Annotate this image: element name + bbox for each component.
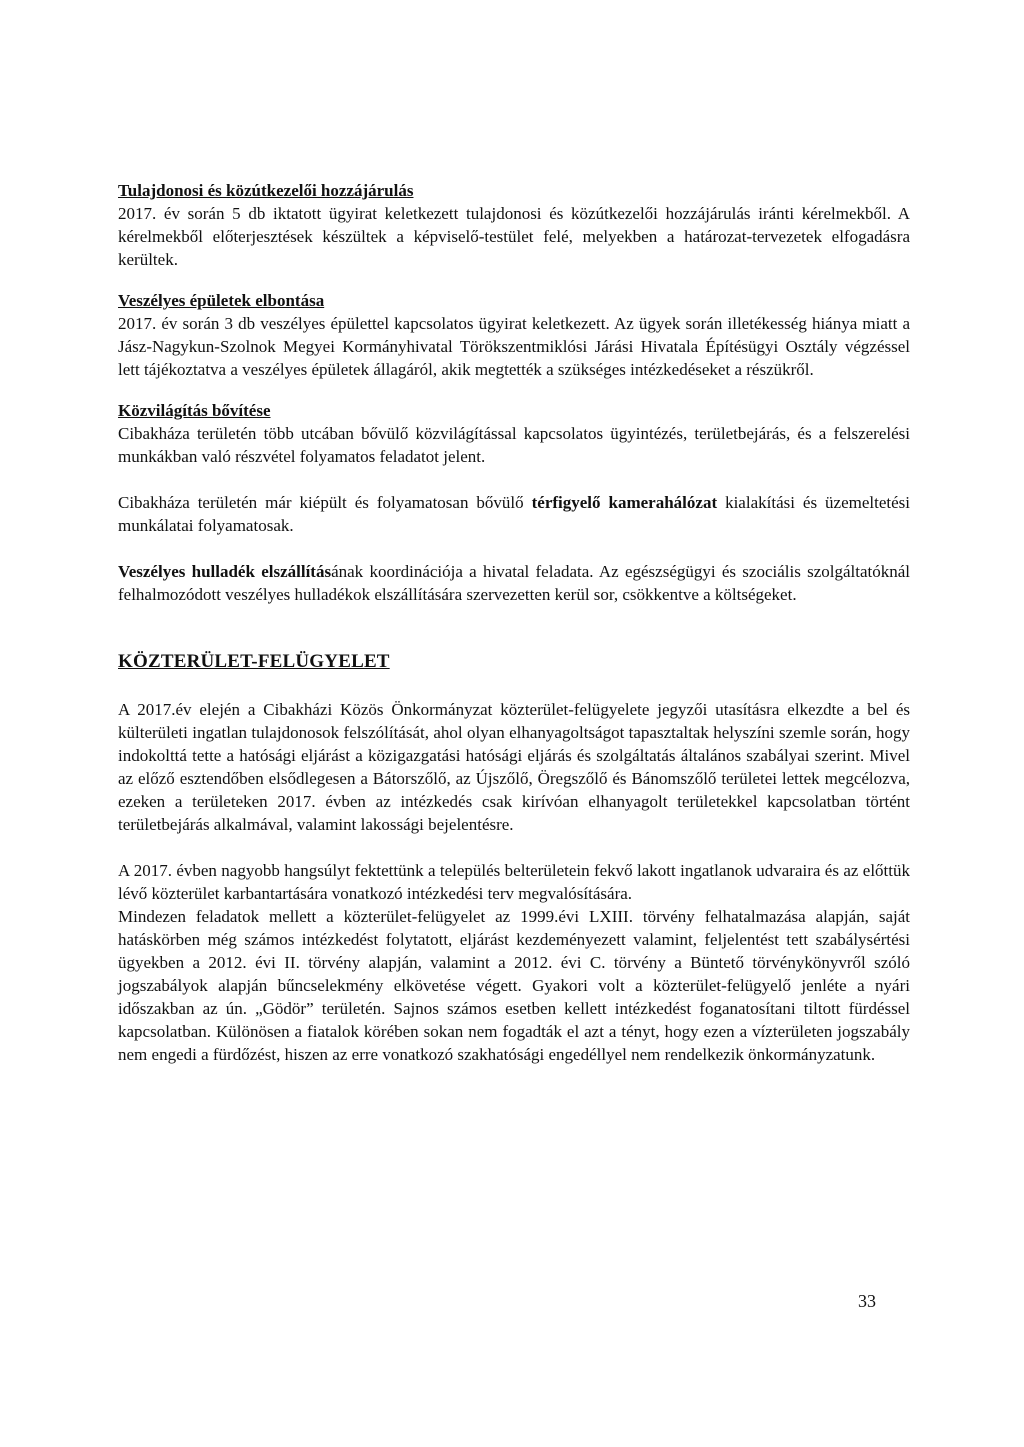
text-segment: kialakítási és üzemeltetési munkálatai folyamatosak. [118,493,911,535]
text-space [601,493,609,512]
paragraph-hulladek [118,560,910,606]
spacer [118,836,910,859]
bold-term-terfigyelo: térfigyelő [531,493,601,512]
bold-term-elszallitas: elszállítás [261,562,332,581]
main-heading-kozterulet-felugyelet: KÖZTERÜLET-FELÜGYELET [118,651,390,672]
spacer [118,271,910,290]
spacer [118,606,910,649]
paragraph-tulajdonosi: 2017. év során 5 db iktatott ügyirat keletkezett tulajdonosi és közútkezelői hozzájárulás iránti kérelmekből. A kérelmekből előterjesztések készültek a képviselő-testület felé, melyekben a határozat-tervezetek elfogadásra kerültek. [118,204,910,269]
bold-term-hulladek: hulladék [191,562,255,581]
paragraph-kozterulet-1: A 2017.év elején a Cibakházi Közös Önkormányzat közterület-felügyelete jegyzői utasításra elkezdte a bel és külterületi ingatlan tulajdonosok felszólítását, ahol olyan elhanyagoltságot tapasztaltak helyszíni szemle során, hogy indokolttá tette a hatósági eljárást a közigazgatási hatósági eljárás és szolgáltatás általános szabályai szerint. Mivel az előző esztendőben elsődlegesen a Bátorszőlő, az Újszőlő, Öregszőlő és Bánomszőlő területei lettek megcélozva, ezeken a területeken 2017. évben az intézkedés csak kirívóan elhanyagolt területekkel kapcsolatban történt területbejárás alkalmával, valamint lakossági bejelentésre. [118,700,910,834]
text-segment: Cibakháza területén már kiépült és folyamatosan bővülő [118,493,532,512]
document-page [118,180,910,1066]
paragraph-kamerahalozat [118,491,910,537]
section-heading-kozvilagitas: Közvilágítás bővítése [118,401,271,420]
text-segment: ának koordinációja a hivatal feladata. Az egészségügyi és szociális szolgáltatóknál felhalmozódott veszélyes hulladékok elszállítására szervezetten kerül sor, csökkentve a költségeket. [118,562,910,604]
spacer [118,537,910,560]
paragraph-kozterulet-2: A 2017. évben nagyobb hangsúlyt fektettünk a település belterületein fekvő lakott ingatlanok udvaraira és az előttük lévő közterület karbantartására vonatkozó intézkedési terv megvalósítására. [118,861,910,903]
page-number: 33 [858,1291,876,1311]
section-heading-tulajdonosi: Tulajdonosi és közútkezelői hozzájárulás [118,181,414,200]
paragraph-veszelyes-epuletek: 2017. év során 3 db veszélyes épülettel kapcsolatos ügyirat keletkezett. Az ügyek során illetékesség hiánya miatt a Jász-Nagykun-Szolnok Megyei Kormányhivatal Törökszentmiklósi Járási Hivatala Építésügyi Osztály végzéssel lett tájékoztatva a veszélyes épületek állagáról, akik megtették a szükséges intézkedéseket a részükről. [118,314,910,379]
bold-term-kamerahalozat: kamerahálózat [608,493,718,512]
spacer [118,675,910,698]
bold-term-veszelyes: Veszélyes [118,562,186,581]
paragraph-kozvilagitas: Cibakháza területén több utcában bővülő közvilágítással kapcsolatos ügyintézés, területbejárás, és a felszerelési munkákban való részvétel folyamatos feladatot jelent. [118,424,910,466]
spacer [118,381,910,400]
paragraph-kozterulet-3: Mindezen feladatok mellett a közterület-felügyelet az 1999.évi LXIII. törvény felhatalmazása alapján, saját hatáskörben még számos intézkedést folytatott, eljárást kezdeményezett valamint, feljelentést tett szabálysértési ügyekben a 2012. évi II. törvény alapján, valamint a 2012. évi C. törvény a Büntető törvénykönyvről szóló jogszabályok alapján bűncselekmény elkövetése végett. Gyakori volt a közterület-felügyelő jenléte a nyári időszakban az ún. „Gödör” területén. Sajnos számos esetben kellett intézkedést foganatosítani tiltott fürdéssel kapcsolatban. Különösen a fiatalok körében sokan nem fogadták el azt a tényt, hogy ezen a vízterületen jogszabály nem engedi a fürdőzést, hiszen az erre vonatkozó szakhatósági engedéllyel nem rendelkezik önkormányzatunk. [118,907,910,1064]
section-heading-veszelyes-epuletek: Veszélyes épületek elbontása [118,291,325,310]
spacer [118,468,910,491]
